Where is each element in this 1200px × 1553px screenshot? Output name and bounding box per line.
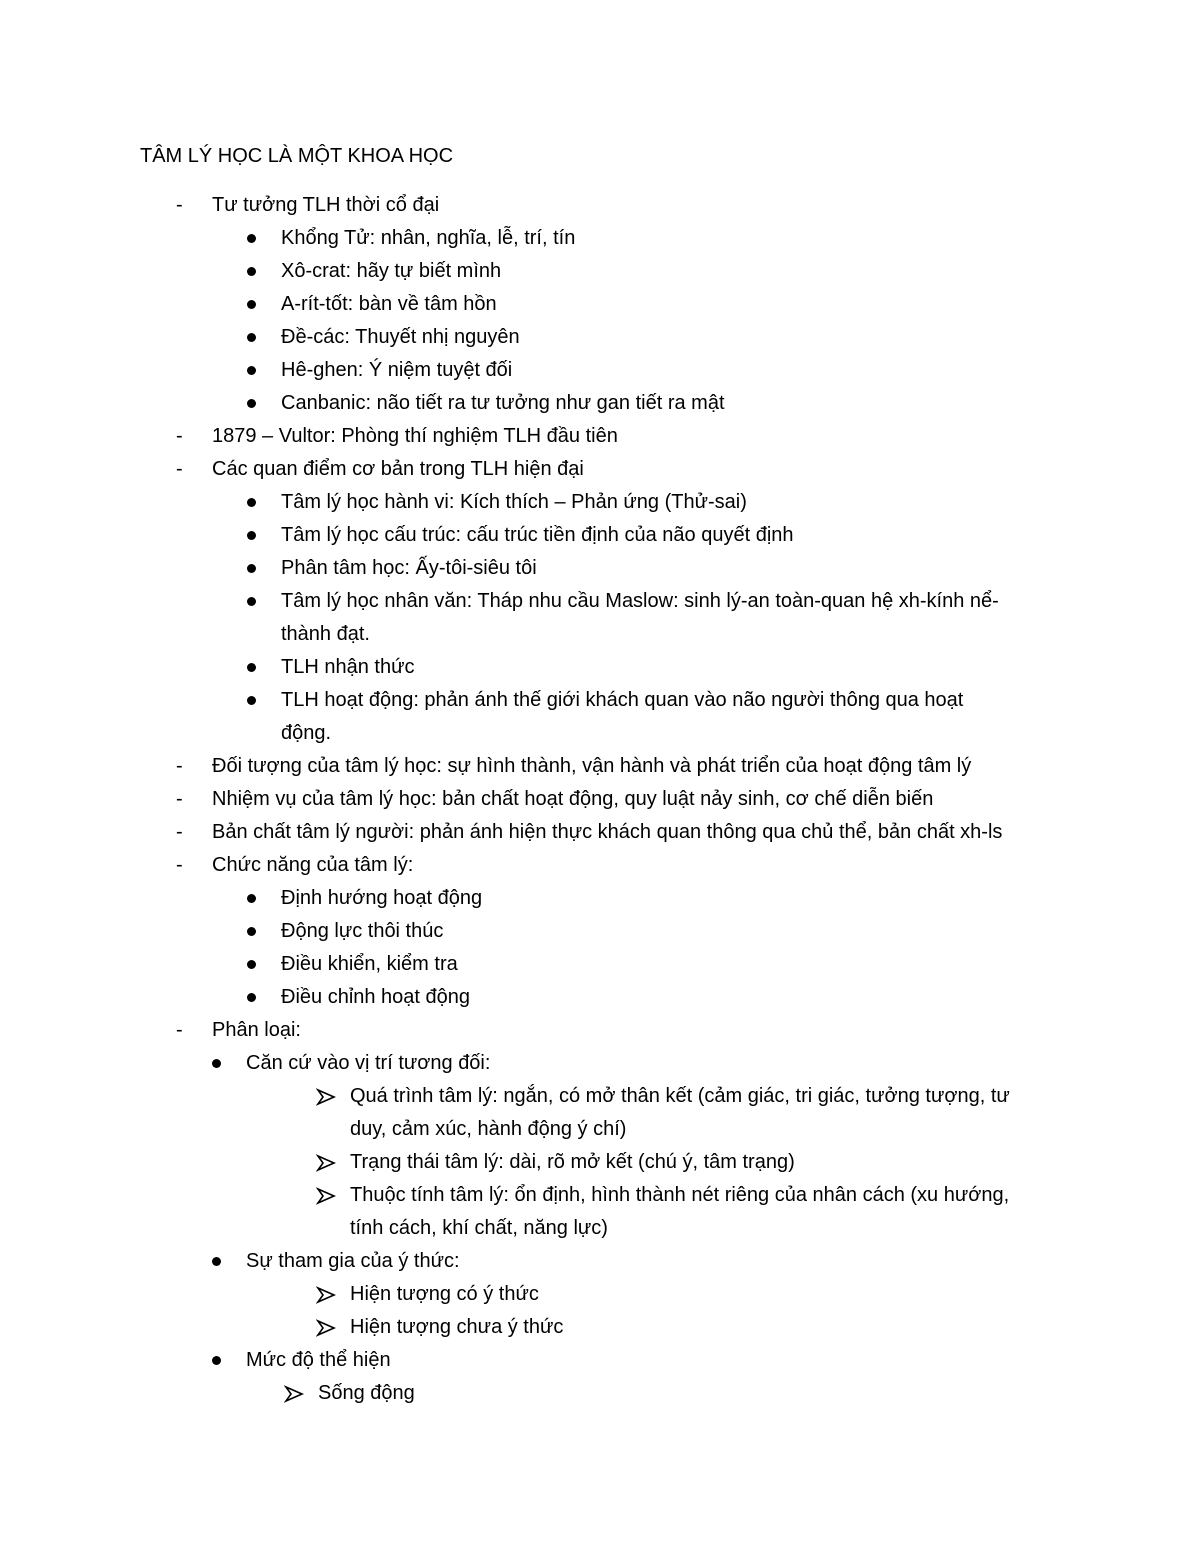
list-item-level1 [0, 486, 1200, 519]
bullet-icon [212, 1356, 221, 1365]
bullet-icon [247, 531, 256, 540]
list-item-text: Căn cứ vào vị trí tương đối: [246, 1052, 491, 1074]
list-item-text: thành đạt. [281, 623, 370, 645]
dash-marker: - [176, 458, 183, 480]
list-item-text: duy, cảm xúc, hành động ý chí) [350, 1118, 627, 1140]
bullet-icon [247, 927, 256, 936]
list-item-text: Nhiệm vụ của tâm lý học: bản chất hoạt động, quy luật nảy sinh, cơ chế diễn biến [212, 788, 934, 810]
list-item-text: Sống động [318, 1382, 415, 1404]
list-item-text: Tư tưởng TLH thời cổ đại [212, 194, 440, 216]
list-item-text: Đề-các: Thuyết nhị nguyên [281, 326, 520, 348]
list-item-level2 [0, 1080, 1200, 1113]
document-title: TÂM LÝ HỌC LÀ MỘT KHOA HỌC [140, 145, 454, 167]
list-item-continuation [0, 1113, 1200, 1146]
list-item-level2 [0, 1146, 1200, 1179]
list-item-text: Động lực thôi thúc [281, 920, 444, 942]
list-item-text: Thuộc tính tâm lý: ổn định, hình thành nét riêng của nhân cách (xu hướng, [350, 1184, 1010, 1206]
list-item-text: Điều chỉnh hoạt động [281, 986, 471, 1008]
list-item-text: Quá trình tâm lý: ngắn, có mở thân kết (cảm giác, tri giác, tưởng tượng, tư [350, 1085, 1010, 1107]
bullet-icon [212, 1257, 221, 1266]
list-item-text: Trạng thái tâm lý: dài, rõ mở kết (chú ý, tâm trạng) [350, 1151, 795, 1173]
list-item-text: Phân tâm học: Ấy-tôi-siêu tôi [281, 557, 537, 579]
bullet-icon [247, 333, 256, 342]
bullet-icon [212, 1059, 221, 1068]
list-item-level1 [0, 684, 1200, 717]
list-item-text: Định hướng hoạt động [281, 887, 483, 909]
dash-marker: - [176, 854, 183, 876]
list-item-text: Sự tham gia của ý thức: [246, 1250, 460, 1272]
list-item-level0 [0, 783, 1200, 816]
arrowhead-bullet-icon [316, 1187, 336, 1205]
list-item-text: Đối tượng của tâm lý học: sự hình thành, vận hành và phát triển của hoạt động tâm lý [212, 755, 972, 777]
list-item-text: Hiện tượng chưa ý thức [350, 1316, 564, 1338]
list-item-text: Chức năng của tâm lý: [212, 854, 414, 876]
dash-marker: - [176, 821, 183, 843]
bullet-icon [247, 300, 256, 309]
bullet-icon [247, 267, 256, 276]
dash-marker: - [176, 788, 183, 810]
list-item-level1 [0, 222, 1200, 255]
bullet-icon [247, 564, 256, 573]
arrowhead-bullet-icon [284, 1385, 304, 1403]
arrowhead-bullet-icon [316, 1286, 336, 1304]
list-item-continuation [0, 1212, 1200, 1245]
list-item-level0 [0, 1014, 1200, 1047]
list-item-text: TLH hoạt động: phản ánh thế giới khách quan vào não người thông qua hoạt [281, 689, 964, 711]
list-item-level1 [0, 321, 1200, 354]
list-item-text: 1879 – Vultor: Phòng thí nghiệm TLH đầu tiên [212, 425, 618, 447]
list-item-text: Xô-crat: hãy tự biết mình [281, 260, 502, 282]
list-item-level1 [0, 1047, 1200, 1080]
list-item-level1 [0, 915, 1200, 948]
list-item-level0 [0, 420, 1200, 453]
list-item-level1 [0, 354, 1200, 387]
list-item-text: Canbanic: não tiết ra tư tưởng như gan tiết ra mật [281, 392, 725, 414]
list-item-level2 [0, 1377, 1200, 1410]
arrowhead-bullet-icon [316, 1088, 336, 1106]
list-item-continuation [0, 618, 1200, 651]
list-item-text: Hê-ghen: Ý niệm tuyệt đối [281, 359, 513, 381]
list-item-text: Tâm lý học hành vi: Kích thích – Phản ứng (Thử-sai) [281, 491, 747, 513]
bullet-icon [247, 597, 256, 606]
list-item-level1 [0, 552, 1200, 585]
dash-marker: - [176, 755, 183, 777]
list-item-text: Bản chất tâm lý người: phản ánh hiện thực khách quan thông qua chủ thể, bản chất xh-ls [212, 821, 1003, 843]
list-item-level1 [0, 1245, 1200, 1278]
list-item-level0 [0, 750, 1200, 783]
list-item-text: A-rít-tốt: bàn về tâm hồn [281, 293, 497, 315]
list-item-level1 [0, 1344, 1200, 1377]
list-item-text: Hiện tượng có ý thức [350, 1283, 539, 1305]
list-item-level1 [0, 255, 1200, 288]
list-item-text: Khổng Tử: nhân, nghĩa, lễ, trí, tín [281, 227, 576, 249]
list-item-text: tính cách, khí chất, năng lực) [350, 1217, 608, 1239]
dash-marker: - [176, 194, 183, 216]
bullet-icon [247, 399, 256, 408]
arrowhead-bullet-icon [316, 1154, 336, 1172]
list-item-level2 [0, 1278, 1200, 1311]
list-item-text: Tâm lý học cấu trúc: cấu trúc tiền định của não quyết định [281, 524, 794, 546]
arrowhead-bullet-icon [316, 1319, 336, 1337]
list-item-level1 [0, 948, 1200, 981]
list-item-level0 [0, 816, 1200, 849]
bullet-icon [247, 696, 256, 705]
bullet-icon [247, 234, 256, 243]
list-item-text: động. [281, 722, 332, 744]
list-item-level1 [0, 981, 1200, 1014]
bullet-icon [247, 960, 256, 969]
list-item-level0 [0, 453, 1200, 486]
list-item-level1 [0, 387, 1200, 420]
bullet-icon [247, 663, 256, 672]
list-item-level0 [0, 189, 1200, 222]
list-item-level1 [0, 882, 1200, 915]
list-item-text: Mức độ thể hiện [246, 1349, 391, 1371]
bullet-icon [247, 366, 256, 375]
dash-marker: - [176, 1019, 183, 1041]
list-item-text: Tâm lý học nhân văn: Tháp nhu cầu Maslow: sinh lý-an toàn-quan hệ xh-kính nể- [281, 590, 999, 612]
list-item-text: Phân loại: [212, 1019, 301, 1041]
list-item-level1 [0, 288, 1200, 321]
dash-marker: - [176, 425, 183, 447]
list-item-level1 [0, 585, 1200, 618]
list-item-text: TLH nhận thức [281, 656, 415, 678]
list-item-level1 [0, 651, 1200, 684]
list-item-continuation [0, 717, 1200, 750]
list-item-level0 [0, 849, 1200, 882]
bullet-icon [247, 993, 256, 1002]
list-item-text: Điều khiển, kiểm tra [281, 953, 458, 975]
bullet-icon [247, 894, 256, 903]
list-item-level2 [0, 1179, 1200, 1212]
list-item-level2 [0, 1311, 1200, 1344]
list-item-text: Các quan điểm cơ bản trong TLH hiện đại [212, 458, 584, 480]
bullet-icon [247, 498, 256, 507]
list-item-level1 [0, 519, 1200, 552]
